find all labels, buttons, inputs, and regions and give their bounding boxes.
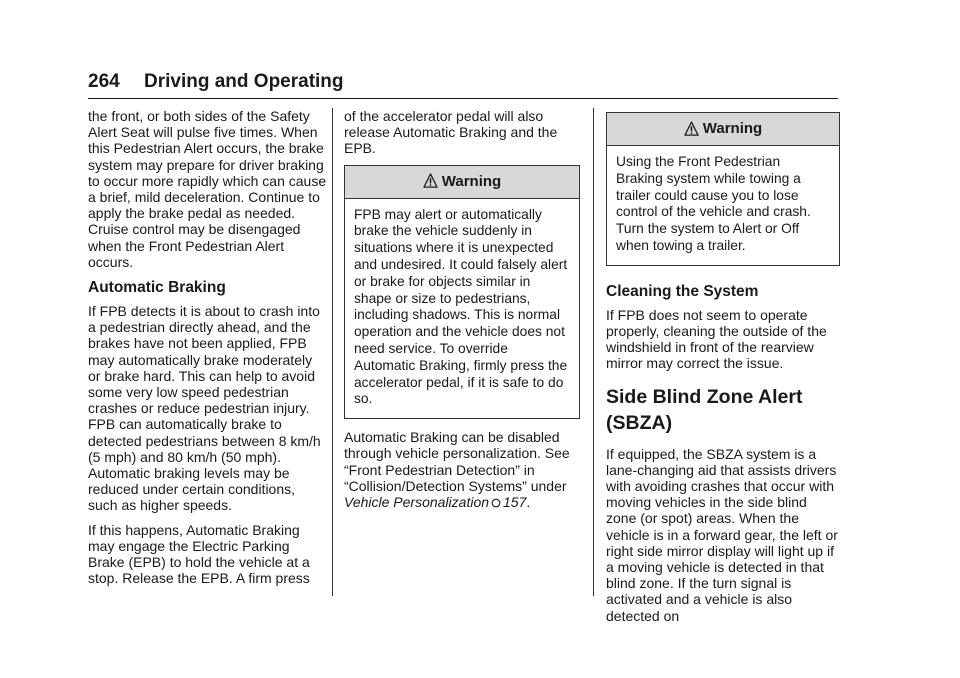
- page-number: 264: [88, 71, 120, 92]
- warning-box-towing: [606, 112, 840, 266]
- header-text: [88, 70, 838, 94]
- heading-cleaning-system: Cleaning the System: [606, 282, 759, 300]
- header-rule: [88, 98, 838, 99]
- paragraph-disable-braking: [344, 429, 580, 510]
- vehicle-personalization-link[interactable]: Vehicle Personalization: [344, 493, 490, 510]
- warning-title: Warning: [702, 119, 763, 137]
- warning-header: [345, 166, 579, 199]
- paragraph-cleaning: If FPB does not seem to operate properly, cleaning the outside of the windshield in front of the rearview mirror may correct the issue.: [606, 306, 827, 372]
- warning-triangle-icon: [423, 173, 438, 190]
- paragraph-automatic-braking: If FPB detects it is about to crash into a pedestrian directly ahead, and the brakes have not been applied, FPB may automatically brake moderately or brake hard. This can help to avoid some very low speed pedestrian crashes or reduce pedestrian injury. FPB can automatically brake to detected pedestrians between 8 km/h (5 mph) and 80 km/h (50 mph). Automatic braking levels may be reduced under certain conditions, such as higher speeds.: [88, 303, 321, 514]
- heading-sbza: Side Blind Zone Alert (SBZA): [606, 385, 803, 434]
- paragraph-epb: If this happens, Automatic Braking may engage the Electric Parking Brake (EPB) to hold the vehicle at a stop. Release the EPB. A firm press: [88, 521, 310, 587]
- warning-title: Warning: [441, 172, 502, 190]
- paragraph-sbza: If equipped, the SBZA system is a lane-changing aid that assists drivers with avoiding crashes that occur with moving vehicles in the side blind zone (or spot) areas. When the vehicle is in a forward gear, the left or right side mirror display will light up if a moving vehicle is detected in that blind zone. If the turn signal is activated and a vehicle is also detected on: [606, 445, 838, 624]
- paragraph-pedestrian-alert: the front, or both sides of the Safety Alert Seat will pulse five times. When this Pedestrian Alert occurs, the brake system may prepare for driver braking to occur more rapidly which can cause a brief, mild deceleration. Continue to apply the brake pedal as needed. Cruise control may be disengaged when the Front Pedestrian Alert occurs.: [88, 108, 327, 270]
- paragraph-release-braking: of the accelerator pedal will also release Automatic Braking and the EPB.: [344, 108, 558, 157]
- section-title: Driving and Operating: [144, 71, 344, 92]
- warning-triangle-icon: [684, 121, 699, 138]
- heading-automatic-braking: Automatic Braking: [88, 279, 226, 297]
- period: .: [526, 493, 531, 510]
- warning-box-fpb: [344, 165, 580, 420]
- reference-page-number[interactable]: 157: [503, 493, 527, 510]
- disable-text: Automatic Braking can be disabled through vehicle personalization. See “Front Pedestrian Detection” in “Collision/Detection Systems” under: [344, 429, 570, 494]
- page-header: [88, 70, 838, 94]
- warning-text: Using the Front Pedestrian Braking system while towing a trailer could cause you to lose control of the vehicle and crash. Turn the system to Alert or Off when towing a trailer.: [616, 154, 811, 253]
- warning-text: FPB may alert or automatically brake the vehicle suddenly in situations where it is unexpected and undesired. It could falsely alert or brake for objects similar in shape or size to pedestrians, including shadows. This is normal operation and the vehicle does not need service. To override Automatic Braking, firmly press the accelerator pedal, if it is safe to do so.: [354, 206, 568, 407]
- column-2: [344, 108, 580, 518]
- warning-header: [607, 113, 839, 146]
- column-divider-2: [593, 108, 594, 596]
- column-divider-1: [332, 108, 333, 596]
- page-reference-icon: [491, 498, 501, 508]
- column-1: [88, 108, 328, 594]
- column-3: [606, 108, 840, 632]
